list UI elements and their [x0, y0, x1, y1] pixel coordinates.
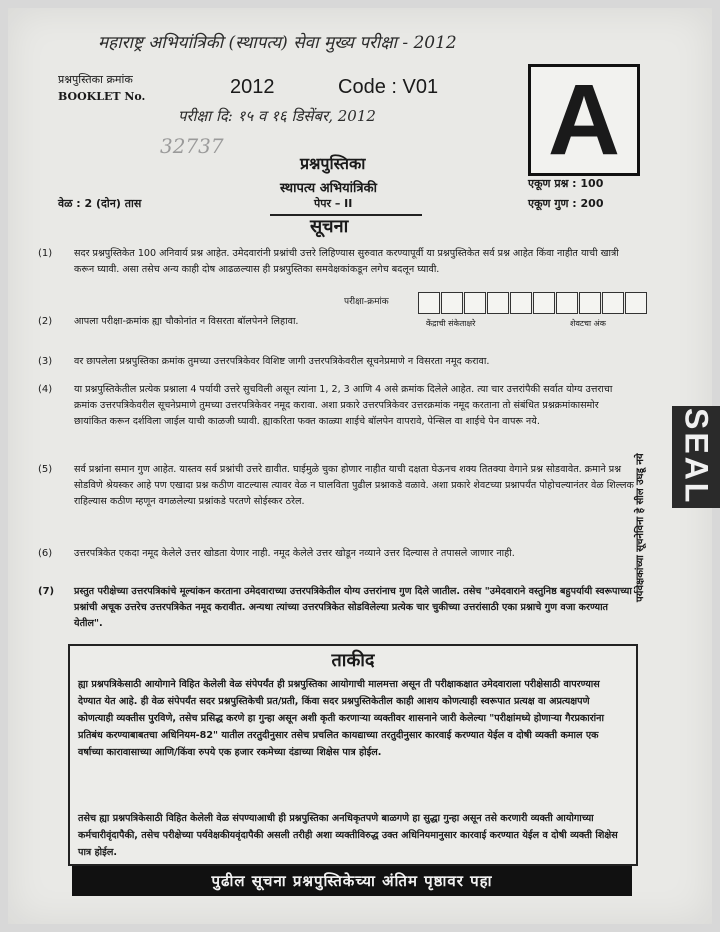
warning-paragraph-2: तसेच ह्या प्रश्नपत्रिकेसाठी विहित केलेली वेळ संपण्याआधी ही प्रश्नपुस्तिका अनधिकृतपणे बाळगणे हा सुद्धा गुन्हा असून तसे करणारी व्यक्ती आयोगाच्या कर्मचारीवृंदापैकी, तसेच परीक्षेच्या पर्यवेक्षकीयवृंदापैकी असली तरीही अशा व्यक्तीविरुद्ध उक्त अधिनियमानुसार कारवाई करण्यात येईल व दोषी व्यक्ती शिक्षेस पात्र होईल. — [78, 813, 618, 858]
roll-number-box — [344, 288, 632, 332]
booklet-code: Code : V01 — [338, 76, 439, 98]
warning-box — [68, 644, 638, 866]
instruction-number: (5) — [38, 464, 53, 475]
instruction-number: (3) — [38, 356, 53, 367]
roll-digit-cell[interactable] — [418, 292, 440, 314]
instruction-number: (1) — [38, 248, 53, 259]
instruction-item-7 — [38, 584, 634, 632]
roll-digit-cell[interactable] — [487, 292, 509, 314]
instruction-item-1 — [38, 246, 634, 278]
total-questions: एकूण प्रश्न : 100 — [528, 177, 604, 190]
instruction-number: (2) — [38, 316, 53, 327]
warning-title: ताकीद — [331, 650, 375, 671]
instruction-item-2 — [38, 314, 314, 330]
roll-digit-cell[interactable] — [464, 292, 486, 314]
instruction-item-4 — [38, 382, 634, 430]
warning-paragraph-1: ह्या प्रश्नपत्रिकेसाठी आयोगाने विहित केलेली वेळ संपेपर्यंत ही प्रश्नपुस्तिका आयोगाची मालमत्ता असून ती परीक्षाकक्षात उमेदवाराला परीक्षेसाठी वापरण्यास देण्यात येत आहे. ही वेळ संपेपर्यंत सदर प्रश्नपुस्तिकेची प्रत/प्रती, किंवा सदर प्रश्नपुस्तिकेतील काही आशय कोणत्याही स्वरूपात प्रत्यक्ष वा अप्रत्यक्षपणे कोणत्याही व्यक्तीस पुरविणे, तसेच प्रसिद्ध करणे हा गुन्हा असून अशी कृती करणाऱ्या व्यक्तीवर शासनाने जारी केलेल्या "परीक्षांमध्ये होणाऱ्या गैरप्रकारांना प्रतिबंध करण्याबाबतचा अधिनियम-82" यातील तरतुदीनुसार तसेच प्रचलित कायद्याच्या तरतुदीनुसार कारवाई करण्यात येईल व दोषी व्यक्ती कमाल एक वर्षाच्या कारावासाच्या आणि/किंवा रुपये एक हजार रकमेच्या दंडाच्या शिक्षेस पात्र होईल. — [78, 679, 604, 758]
instruction-text: सर्व प्रश्नांना समान गुण आहेत. यास्तव सर्व प्रश्नांची उत्तरे द्यावीत. घाईमुळे चुका होणार नाहीत याची दक्षता घेऊनच शक्य तितक्या वेगाने प्रश्न सोडवावेत. क्रमाने प्रश्न सोडविणे श्रेयस्कर आहे पण एखादा प्रश्न कठीण वाटल्यास त्यावर वेळ न घालविता पुढील प्रश्नाकडे वळावे. अशा प्रकारे शेवटच्या प्रश्नापर्यंत पोहोचल्यानंतर वेळ शिल्लक राहिल्यास कठीण म्हणून वगळलेल्या प्रश्नांकडे परतणे सोईस्कर ठरेल. — [74, 464, 634, 507]
instruction-item-6 — [38, 546, 634, 562]
instruction-text: उत्तरपत्रिकेत एकदा नमूद केलेले उत्तर खोडता येणार नाही. नमूद केलेले उत्तर खोडून नव्याने उत्तर दिल्यास ते तपासले जाणार नाही. — [74, 548, 515, 559]
instruction-item-5 — [38, 462, 634, 510]
paper-label: पेपर – II — [314, 197, 353, 210]
exam-title-handwritten: महाराष्ट्र अभियांत्रिकी (स्थापत्य) सेवा मुख्य परीक्षा - 2012 — [98, 33, 457, 53]
center-code-label: केंद्राची संकेताक्षरे — [426, 319, 476, 328]
roll-digit-cell[interactable] — [533, 292, 555, 314]
seal-tab[interactable]: SEAL — [672, 406, 720, 508]
exam-booklet-cover — [8, 8, 715, 924]
roll-digit-cell[interactable] — [602, 292, 624, 314]
booklet-label-marathi: प्रश्नपुस्तिका क्रमांक — [58, 73, 133, 86]
instructions-heading: सूचना — [310, 216, 349, 237]
footer-notice: पुढील सूचना प्रश्नपुस्तिकेच्या अंतिम पृष्ठावर पहा — [72, 866, 632, 896]
instruction-number: (6) — [38, 548, 53, 559]
last-digit-label: शेवटचा अंक — [570, 319, 606, 328]
version-letter-box: A — [528, 64, 640, 176]
instruction-number: (4) — [38, 384, 53, 395]
roll-digit-cell[interactable] — [579, 292, 601, 314]
roll-number-label: परीक्षा-क्रमांक — [344, 297, 389, 307]
booklet-number-handwritten: 32737 — [160, 134, 224, 158]
instruction-item-3 — [38, 354, 634, 370]
roll-digit-cell[interactable] — [556, 292, 578, 314]
seal-instruction-vertical: पर्यवेक्षकांच्या सूचनेविना हे सील उघडू नये — [635, 453, 646, 603]
subject-title: स्थापत्य अभियांत्रिकी — [280, 181, 377, 196]
instruction-text: सदर प्रश्नपुस्तिकेत 100 अनिवार्य प्रश्न आहेत. उमेदवारांनी प्रश्नांची उत्तरे लिहिण्यास सुरुवात करण्यापूर्वी या प्रश्नपुस्तिकेत सर्व प्रश्न आहेत किंवा नाहीत याची खात्री करून घ्यावी. असा तसेच अन्य काही दोष आढळल्यास ही प्रश्नपुस्तिका समवेक्षकांकडून लगेच बदलून घ्यावी. — [74, 248, 619, 275]
booklet-label-english: BOOKLET No. — [58, 90, 146, 103]
exam-duration: वेळ : 2 (दोन) तास — [58, 197, 142, 210]
instruction-text: वर छापलेला प्रश्नपुस्तिका क्रमांक तुमच्या उत्तरपत्रिकेवर विशिष्ट जागी उत्तरपत्रिकेवरील सूचनेप्रमाणे न विसरता नमूद करावा. — [74, 356, 490, 367]
instruction-text: आपला परीक्षा-क्रमांक ह्या चौकोनांत न विसरता बॉलपेनने लिहावा. — [74, 316, 299, 327]
instruction-number: (7) — [38, 586, 55, 597]
roll-digit-cell[interactable] — [625, 292, 647, 314]
instruction-text: या प्रश्नपुस्तिकेतील प्रत्येक प्रश्नाला 4 पर्यायी उत्तरे सुचविली असून त्यांना 1, 2, 3 आणि 4 असे क्रमांक दिलेले आहेत. त्या चार उत्तरांपैकी सर्वात योग्य उत्तराचा क्रमांक उत्तरपत्रिकेवरील सूचनेप्रमाणे तुमच्या उत्तरपत्रिकेवर नमूद करावा. अशा प्रकारे उत्तरपत्रिकेवर उत्तरक्रमांक नमूद करताना तो संबंधित प्रश्नक्रमांकासमोर छायांकित करून दर्शविला जाईल याची काळजी घ्यावी. ह्याकरिता फक्त काळ्या शाईचे बॉलपेन वापरावे, पेन्सिल वा शाईचे पेन वापरू नये. — [74, 384, 613, 427]
roll-digit-cell[interactable] — [510, 292, 532, 314]
instruction-text: प्रस्तुत परीक्षेच्या उत्तरपत्रिकांचे मूल्यांकन करताना उमेदवाराच्या उत्तरपत्रिकेतील योग्य उत्तरांनाच गुण दिले जातील. तसेच "उमेदवाराने वस्तुनिष्ठ बहुपर्यायी स्वरूपाच्या प्रश्नांची अचूक उत्तरेच उत्तरपत्रिकेत नमूद करावीत. अन्यथा त्यांच्या उत्तरपत्रिकेत सोडविलेल्या प्रत्येक चार चुकीच्या उत्तरांसाठी एका प्रश्नाचे गुण वजा करण्यात येतील". — [74, 586, 632, 629]
exam-date-handwritten: परीक्षा दि: १५ व १६ डिसेंबर, 2012 — [178, 107, 376, 125]
roll-digit-cell[interactable] — [441, 292, 463, 314]
exam-year: 2012 — [230, 76, 275, 98]
total-marks: एकूण गुण : 200 — [528, 197, 604, 210]
booklet-title: प्रश्नपुस्तिका — [300, 154, 366, 173]
roll-number-cells[interactable] — [418, 292, 648, 314]
